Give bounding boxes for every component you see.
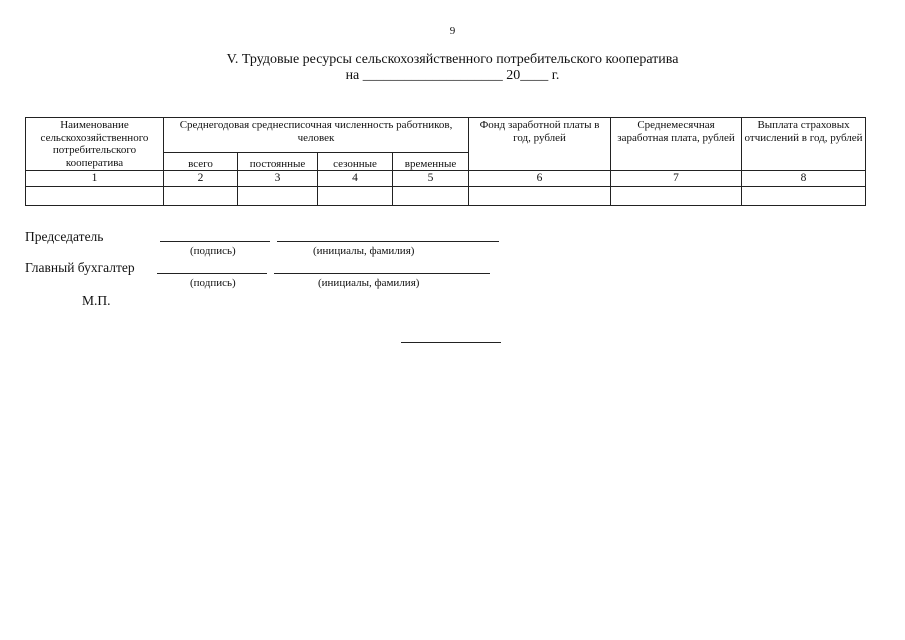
subheader-seasonal: сезонные (318, 152, 393, 170)
chairman-name-line[interactable] (277, 241, 499, 242)
chairman-label: Председатель (25, 229, 104, 244)
signature-caption: (подпись) (190, 245, 236, 257)
accountant-signature-line[interactable] (157, 273, 267, 274)
column-number: 8 (742, 171, 866, 187)
chief-accountant-label: Главный бухгалтер (25, 260, 135, 275)
form-date-line: на ____________________ 20____ г. (345, 68, 560, 83)
subheader-temporary: временные (393, 152, 469, 170)
header-cooperative-name: Наименование сельскохозяйственного потребительского кооператива (26, 118, 164, 171)
entry-cell[interactable] (611, 187, 742, 206)
signature-caption: (подпись) (190, 277, 236, 289)
form-title: V. Трудовые ресурсы сельскохозяйственного потребительского кооператива (226, 52, 679, 67)
column-number: 1 (26, 171, 164, 187)
page-number: 9 (449, 25, 456, 37)
entry-cell[interactable] (393, 187, 469, 206)
accountant-name-line[interactable] (274, 273, 490, 274)
column-number: 4 (318, 171, 393, 187)
column-number-row (26, 171, 866, 187)
entry-cell[interactable] (26, 187, 164, 206)
header-wage-fund: Фонд заработной платы в год, рублей (469, 118, 611, 171)
subheader-permanent: постоянные (238, 152, 318, 170)
labor-resources-table (25, 117, 866, 206)
subheader-total: всего (164, 152, 238, 170)
entry-cell[interactable] (164, 187, 238, 206)
stamp-place-label: М.П. (82, 293, 111, 308)
column-number: 6 (469, 171, 611, 187)
entry-cell[interactable] (469, 187, 611, 206)
column-number: 7 (611, 171, 742, 187)
name-caption: (инициалы, фамилия) (313, 245, 415, 257)
entry-cell[interactable] (742, 187, 866, 206)
header-insurance-payments: Выплата страховых отчислений в год, рублей (742, 118, 866, 171)
entry-cell[interactable] (238, 187, 318, 206)
column-number: 3 (238, 171, 318, 187)
header-avg-monthly-wage: Среднемесячная заработная плата, рублей (611, 118, 742, 171)
header-row (26, 118, 866, 153)
data-entry-row (26, 187, 866, 206)
name-caption: (инициалы, фамилия) (318, 277, 420, 289)
chairman-signature-line[interactable] (160, 241, 270, 242)
entry-cell[interactable] (318, 187, 393, 206)
header-headcount-group: Среднегодовая среднесписочная численность работников, человек (164, 118, 469, 153)
end-separator-line (401, 342, 501, 343)
column-number: 5 (393, 171, 469, 187)
column-number: 2 (164, 171, 238, 187)
